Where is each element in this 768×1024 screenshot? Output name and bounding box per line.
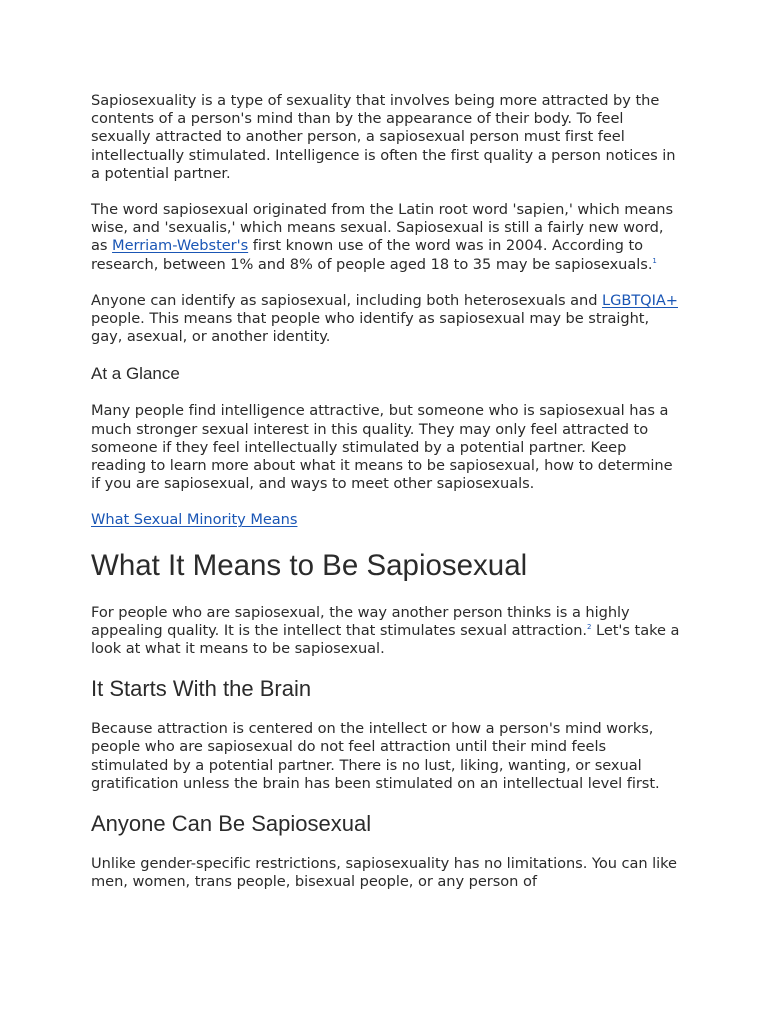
subheading-anyone: Anyone Can Be Sapiosexual (91, 811, 372, 837)
section-heading-meaning: What It Means to Be Sapiosexual (91, 548, 528, 582)
anyone-paragraph: Unlike gender-specific restrictions, sapiosexuality has no limitations. You can like men, women, trans people, bisexual people, or any person of (91, 855, 677, 891)
article-body (91, 92, 683, 891)
subheading-brain: It Starts With the Brain (91, 676, 312, 702)
sexual-minority-link[interactable]: What Sexual Minority Means (91, 511, 298, 529)
origin-paragraph (91, 201, 683, 274)
meaning-text-b: Let's take a look at what it means to be sapiosexual. (91, 621, 680, 658)
glance-paragraph: Many people find intelligence attractive, but someone who is sapiosexual has a much stronger sexual interest in this quality. They may only feel attracted to someone if they feel intellectually stimulated by a potential partner. Keep reading to learn more about what it means to be sapiosexual, how to determine if you are sapiosexual, and ways to meet other sapiosexuals. (91, 402, 673, 493)
merriam-webster-link[interactable]: Merriam-Webster's (112, 237, 249, 255)
origin-text-b: first known use of the word was in 2004. According to research, between 1% and 8% of people aged 18 to 35 may be sapiosexuals. (91, 237, 653, 273)
citation-1[interactable]: 1 (652, 256, 657, 265)
at-a-glance-heading: At a Glance (91, 364, 180, 384)
lgbtqia-link[interactable]: LGBTQIA+ (602, 291, 678, 309)
meaning-text-a: For people who are sapiosexual, the way another person thinks is a highly appealing quality. It is the intellect that stimulates sexual attraction. (91, 603, 630, 639)
citation-2[interactable]: 2 (587, 623, 592, 631)
identity-text-a: Anyone can identify as sapiosexual, including both heterosexuals and (91, 291, 603, 309)
identity-paragraph (91, 292, 683, 347)
origin-text-a: The word sapiosexual originated from the Latin root word 'sapien,' which means wise, and 'sexualis,' which means sexual. Sapiosexual is still a fairly new word, as (91, 201, 674, 255)
related-link-paragraph (91, 511, 683, 529)
meaning-paragraph (91, 604, 683, 659)
intro-paragraph: Sapiosexuality is a type of sexuality that involves being more attracted by the contents of a person's mind than by the appearance of their body. To feel sexually attracted to another person, a sapiosexual person must first feel intellectually stimulated. Intelligence is often the first quality a person notices in a potential partner. (91, 92, 676, 182)
identity-text-b: people. This means that people who identify as sapiosexual may be straight, gay, asexual, or another identity. (91, 310, 650, 346)
brain-paragraph: Because attraction is centered on the intellect or how a person's mind works, people who are sapiosexual do not feel attraction until their mind feels stimulated by a potential partner. There is no lust, liking, wanting, or sexual gratification unless the brain has been stimulated on an intellectual level first. (91, 720, 660, 792)
